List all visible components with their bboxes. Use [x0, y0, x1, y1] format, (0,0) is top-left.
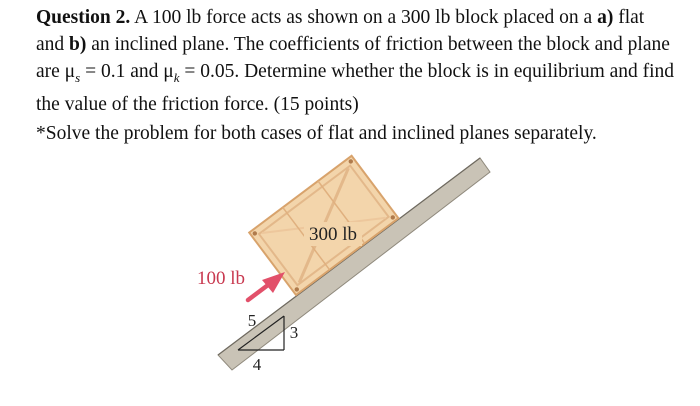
- instruction-note: *Solve the problem for both cases of flat and inclined planes separately.: [36, 123, 597, 144]
- block-weight-label: 300 lb: [308, 224, 358, 245]
- force-label: 100 lb: [196, 268, 246, 289]
- case-b-label: b): [69, 34, 87, 55]
- question-text-part4: = 0.05. Determine whether the block is in equilibrium and find the value of the friction force. (15 points): [36, 61, 675, 115]
- slope-hypotenuse-label: 5: [247, 311, 257, 330]
- case-a-label: a): [597, 7, 614, 28]
- question-number: Question 2.: [36, 7, 131, 28]
- mu-s-value: = 0.1 and μ: [80, 61, 174, 82]
- slope-horizontal-label: 4: [252, 355, 262, 374]
- mu-s-subscript: s: [75, 69, 81, 85]
- question-text-part3: an inclined plane. The coefficients of friction between the block and plane are μ: [36, 34, 670, 82]
- question-text-part1: A 100 lb force acts as shown on a 300 lb block placed on a: [130, 7, 598, 28]
- question-text-part2: flat and: [36, 7, 645, 55]
- mu-k-subscript: k: [173, 69, 180, 85]
- slope-vertical-label: 3: [289, 323, 299, 342]
- force-arrow: [248, 272, 285, 300]
